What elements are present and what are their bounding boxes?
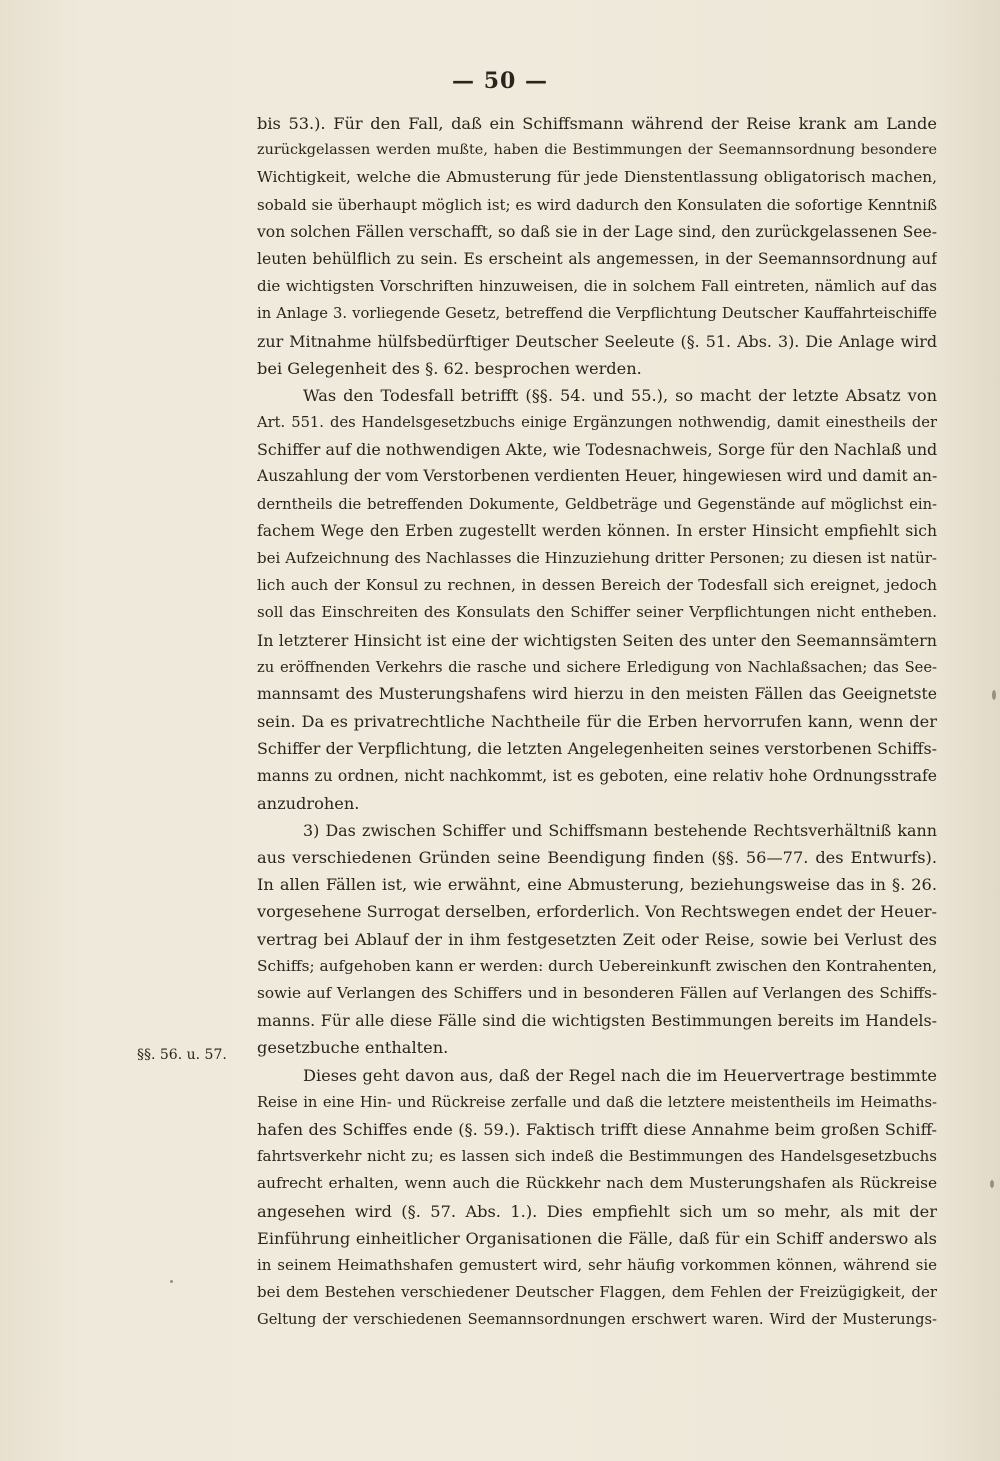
text-line: fachem Wege den Erben zugestellt werden können. In erster Hinsicht empfiehlt sich [257, 521, 937, 540]
paper-speck [992, 690, 996, 700]
text-line: Schiffer der Verpflichtung, die letzten Angelegenheiten seines verstorbenen Schiffs- [257, 739, 937, 759]
text-line: Art. 551. des Handelsgesetzbuchs einige Ergänzungen nothwendig, damit einestheils der [257, 414, 937, 432]
text-line: bei Gelegenheit des §. 62. besprochen werden. [257, 358, 642, 378]
text-line: Einführung einheitlicher Organisationen die Fälle, daß für ein Schiff anderswo als [257, 1228, 937, 1248]
text-line: aufrecht erhalten, wenn auch die Rückkehr nach dem Musterungshafen als Rückreise [257, 1174, 937, 1193]
text-line: Geltung der verschiedenen Seemannsordnungen erschwert waren. Wird der Musterungs- [257, 1311, 937, 1329]
body-text [257, 110, 937, 1333]
text-line: Schiffer auf die nothwendigen Akte, wie Todesnachweis, Sorge für den Nachlaß und [257, 440, 937, 460]
text-line: fahrtsverkehr nicht zu; es lassen sich indeß die Bestimmungen des Handelsgesetzbuchs [257, 1147, 937, 1166]
text-line: sobald sie überhaupt möglich ist; es wird dadurch den Konsulaten die sofortige Kenntniß [257, 195, 937, 214]
text-line: gesetzbuche enthalten. [257, 1038, 449, 1058]
text-line: manns zu ordnen, nicht nachkommt, ist es geboten, eine relativ hohe Ordnungsstrafe [257, 766, 937, 785]
text-line: Was den Todesfall betrifft (§§. 54. und 55.), so macht der letzte Absatz von [303, 385, 937, 405]
text-line: In allen Fällen ist, wie erwähnt, eine Abmusterung, beziehungsweise das in §. 26. [257, 875, 937, 895]
text-line: leuten behülflich zu sein. Es erscheint als angemessen, in der Seemannsordnung auf [257, 249, 937, 268]
text-line: anzudrohen. [257, 793, 360, 813]
text-line: zu eröffnenden Verkehrs die rasche und sichere Erledigung von Nachlaßsachen; das See- [257, 658, 937, 676]
text-line: In letzterer Hinsicht ist eine der wichtigsten Seiten des unter den Seemannsämtern [257, 630, 937, 650]
text-line: zur Mitnahme hülfsbedürftiger Deutscher Seeleute (§. 51. Abs. 3). Die Anlage wird [257, 331, 937, 351]
margin-note: §§. 56. u. 57. [137, 1047, 227, 1063]
text-line: sein. Da es privatrechtliche Nachtheile für die Erben hervorrufen kann, wenn der [257, 712, 937, 732]
text-line: vorgesehene Surrogat derselben, erforderlich. Von Rechtswegen endet der Heuer- [257, 902, 937, 922]
paper-speck [170, 1280, 173, 1283]
text-line: Schiffs; aufgehoben kann er werden: durch Uebereinkunft zwischen den Kontrahenten, [257, 956, 937, 975]
text-line: vertrag bei Ablauf der in ihm festgesetzten Zeit oder Reise, sowie bei Verlust des [257, 929, 937, 949]
text-line: zurückgelassen werden mußte, haben die Bestimmungen der Seemannsordnung besondere [257, 142, 937, 159]
text-line: bei dem Bestehen verschiedener Deutscher Flaggen, dem Fehlen der Freizügigkeit, der [257, 1283, 937, 1302]
page-number: — 50 — [452, 68, 548, 94]
text-line: Dieses geht davon aus, daß der Regel nach die im Heuervertrage bestimmte [303, 1065, 937, 1085]
text-line: derntheils die betreffenden Dokumente, Geldbeträge und Gegenstände auf möglichst ein- [257, 495, 937, 513]
text-line: Wichtigkeit, welche die Abmusterung für jede Dienstentlassung obligatorisch machen, [257, 168, 937, 187]
text-line: die wichtigsten Vorschriften hinzuweisen, die in solchem Fall eintreten, nämlich auf das [257, 277, 937, 296]
text-line: Reise in eine Hin- und Rückreise zerfalle und daß die letztere meistentheils im Heimaths- [257, 1093, 937, 1111]
text-line: bis 53.). Für den Fall, daß ein Schiffsmann während der Reise krank am Lande [257, 114, 937, 133]
text-line: sowie auf Verlangen des Schiffers und in besonderen Fällen auf Verlangen des Schiffs- [257, 984, 937, 1002]
text-line: von solchen Fällen verschafft, so daß sie in der Lage sind, den zurückgelassenen See- [257, 222, 937, 241]
text-line: Auszahlung der vom Verstorbenen verdienten Heuer, hingewiesen wird und damit an- [257, 467, 937, 486]
text-line: manns. Für alle diese Fälle sind die wichtigsten Bestimmungen bereits im Handels- [257, 1011, 937, 1031]
text-line: 3) Das zwischen Schiffer und Schiffsmann bestehende Rechtsverhältniß kann [303, 820, 937, 840]
text-line: mannsamt des Musterungshafens wird hierzu in den meisten Fällen das Geeignetste [257, 684, 937, 703]
text-line: in Anlage 3. vorliegende Gesetz, betreffend die Verpflichtung Deutscher Kauffahrteischiffe [257, 305, 937, 323]
text-line: angesehen wird (§. 57. Abs. 1.). Dies empfiehlt sich um so mehr, als mit der [257, 1201, 937, 1221]
text-line: in seinem Heimathshafen gemustert wird, sehr häufig vorkommen können, während sie [257, 1255, 937, 1274]
text-line: bei Aufzeichnung des Nachlasses die Hinzuziehung dritter Personen; zu diesen ist natür- [257, 549, 937, 567]
text-line: soll das Einschreiten des Konsulats den Schiffer seiner Verpflichtungen nicht entheben. [257, 603, 937, 622]
paper-speck [990, 1180, 994, 1188]
text-line: hafen des Schiffes ende (§. 59.). Faktisch trifft diese Annahme beim großen Schiff- [257, 1119, 937, 1139]
text-line: aus verschiedenen Gründen seine Beendigung finden (§§. 56—77. des Entwurfs). [257, 848, 937, 868]
text-line: lich auch der Konsul zu rechnen, in dessen Bereich der Todesfall sich ereignet, jedoch [257, 576, 937, 595]
